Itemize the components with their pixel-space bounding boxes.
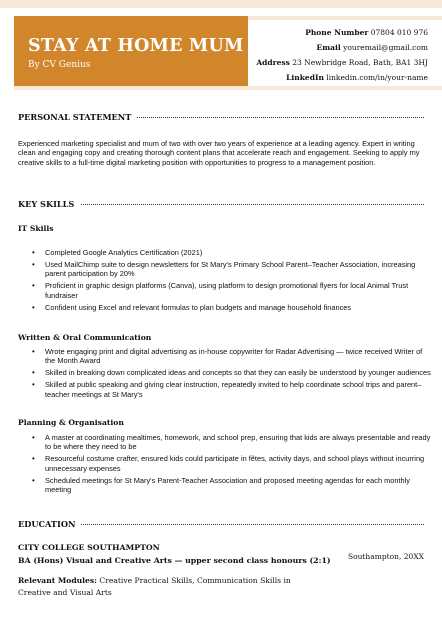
list-item: • Skilled at public speaking and giving clear instruction, repeatedly invited to help coordinate school trips and parent–teacher meetings at St Mary's	[45, 380, 433, 399]
contact-address	[256, 55, 428, 70]
contact-email-label: Email	[316, 43, 341, 52]
list-item: • Resourceful costume crafter, ensured kids could participate in fêtes, activity days, and school plays without incurring unnecessary expenses	[45, 454, 433, 473]
list-item: • Proficient in graphic design platforms (Canva), using platform to design promotional flyers for local Animal Trust fundraiser	[45, 281, 433, 300]
skill-list-planning	[18, 433, 433, 494]
skill-list-communication	[18, 347, 433, 399]
contact-linkedin	[256, 70, 428, 85]
skill-group-title: Written & Oral Communication	[18, 333, 152, 342]
section-header-education	[18, 519, 424, 531]
header-right-strip	[248, 16, 442, 20]
cv-byline: By CV Genius	[28, 60, 91, 70]
contact-address-value: 23 Newbridge Road, Bath, BA1 3HJ	[292, 58, 428, 67]
education-modules-label: Relevant Modules:	[18, 576, 97, 585]
contact-address-label: Address	[256, 58, 290, 67]
personal-statement-text: Experienced marketing specialist and mum of two with over two years of experience at a leading agency. Expert in writing clean and engaging copy and creating thorough content plans that accelerate reach and engagement. Seeking to apply my creative skills to a full-time digital marketing position with opportunities to progress to a management position.	[18, 139, 420, 167]
contact-phone-value: 07804 010 976	[370, 28, 428, 37]
contact-phone	[256, 25, 428, 40]
skill-group-title: Planning & Organisation	[18, 418, 124, 427]
contact-phone-label: Phone Number	[305, 28, 369, 37]
skill-group-title: IT Skills	[18, 224, 54, 233]
section-title: EDUCATION	[18, 519, 81, 529]
section-header-personal-statement	[18, 112, 424, 124]
list-item: • A master at coordinating mealtimes, homework, and school prep, ensuring that kids are always presentable and ready to be where they need to be	[45, 433, 433, 452]
section-title: KEY SKILLS	[18, 199, 80, 209]
education-location-date: Southampton, 20XX	[347, 552, 424, 561]
list-item: • Confident using Excel and relevant formulas to plan budgets and manage household finances	[45, 303, 433, 312]
education-modules-text: Creative Practical Skills, Communication Skills in Creative and Visual Arts	[18, 576, 291, 597]
contact-email-value[interactable]: youremail@gmail.com	[343, 43, 428, 52]
contact-email	[256, 40, 428, 55]
education-degree: BA (Hons) Visual and Creative Arts — upper second class honours (2:1)	[18, 556, 331, 565]
list-item: • Used MailChimp suite to design newsletters for St Mary's Primary School Parent–Teacher Association, increasing parent participation by 20%	[45, 260, 433, 279]
contact-block	[256, 25, 428, 85]
header-top-band	[0, 0, 442, 8]
skill-list-it	[18, 248, 433, 312]
contact-linkedin-value[interactable]: linkedin.com/in/your-name	[326, 73, 428, 82]
education-modules	[18, 575, 318, 598]
section-title: PERSONAL STATEMENT	[18, 112, 137, 122]
list-item: • Wrote engaging print and digital advertising as in-house copywriter for Radar Advertising — twice received Writer of the Month Award	[45, 347, 433, 366]
list-item: • Completed Google Analytics Certification (2021)	[45, 248, 433, 257]
contact-linkedin-label: LinkedIn	[286, 73, 324, 82]
education-school: CITY COLLEGE SOUTHAMPTON	[18, 543, 160, 552]
list-item: • Skilled in breaking down complicated ideas and concepts so that they can easily be understood by younger audiences	[45, 368, 433, 377]
cv-title: STAY AT HOME MUM CV	[28, 36, 278, 56]
list-item: • Scheduled meetings for St Mary's Parent-Teacher Association and proposed meeting agendas for each monthly meeting	[45, 476, 433, 495]
section-header-key-skills	[18, 199, 424, 211]
header-underline	[14, 86, 442, 90]
